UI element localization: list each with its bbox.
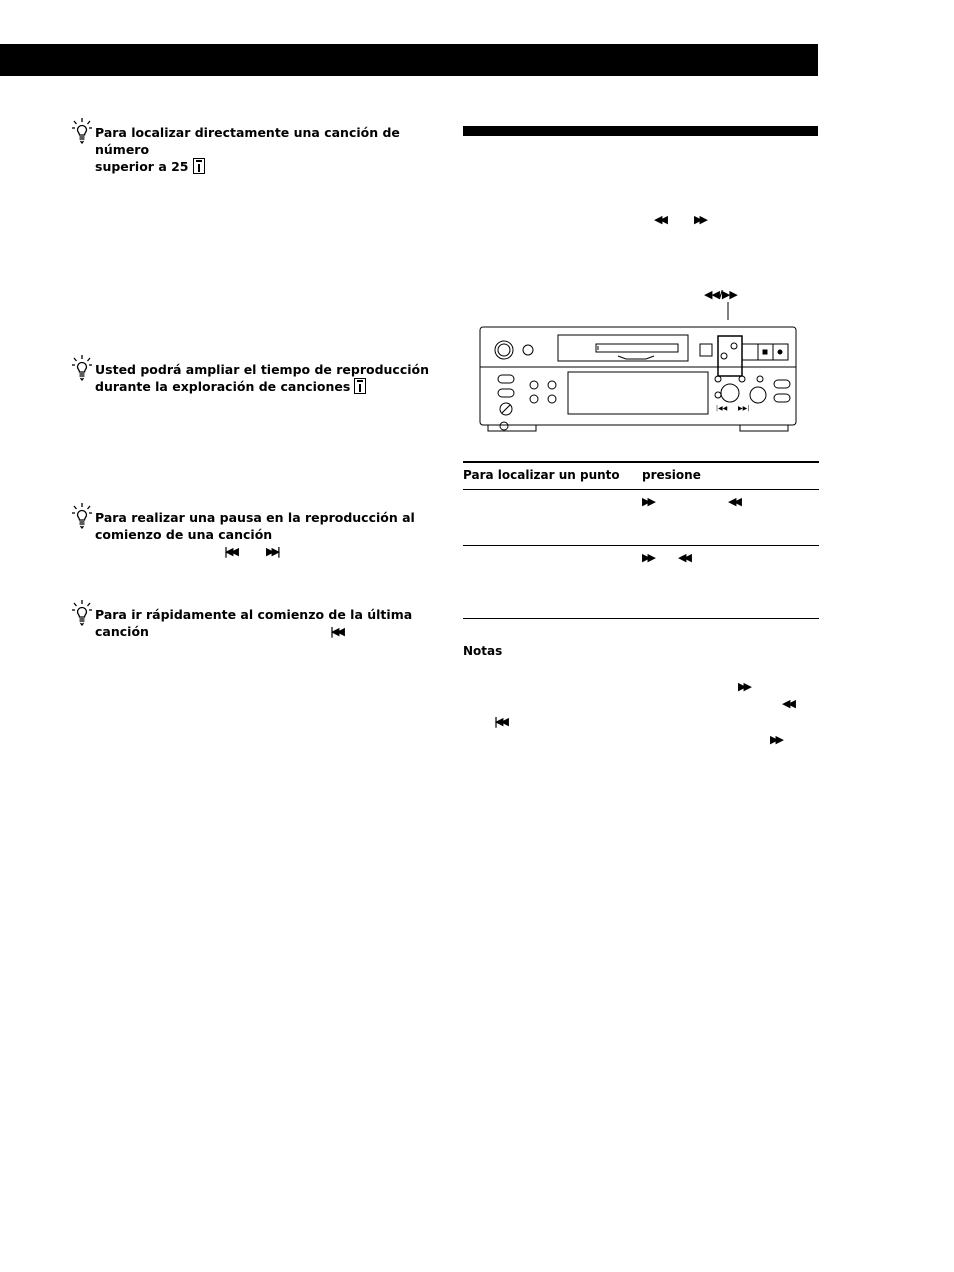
svg-text:▶▶|: ▶▶| — [738, 405, 750, 412]
rewind-icon: ◀◀ — [678, 551, 689, 564]
rewind-icon: ◀◀ — [782, 697, 793, 710]
minidisc-deck-illustration — [478, 280, 800, 440]
svg-text:|◀◀: |◀◀ — [716, 405, 728, 412]
header-bar — [0, 44, 818, 76]
lightbulb-hint-icon — [72, 600, 92, 626]
table-header-press: presione — [642, 468, 701, 482]
table-header-locate: Para localizar un punto — [463, 468, 620, 482]
fast-forward-icon: ▶▶ — [642, 551, 653, 564]
table-row-rule — [463, 545, 819, 546]
fast-forward-icon: ▶▶ — [738, 680, 749, 693]
table-top-rule — [463, 461, 819, 463]
rewind-icon: ◀◀ — [654, 213, 665, 226]
prev-track-icon: |◀◀ — [494, 715, 506, 728]
hint-text: Usted podrá ampliar el tiempo de reproducción durante la exploración de canciones — [95, 362, 430, 394]
hint-text: Para realizar una pausa en la reproducción al comienzo de una canción — [95, 510, 415, 542]
fast-forward-icon: ▶▶ — [642, 495, 653, 508]
prev-track-icon: |◀◀ — [224, 545, 236, 558]
prev-track-icon: |◀◀ — [330, 625, 342, 638]
section-rule — [463, 126, 818, 136]
lightbulb-hint-icon — [72, 355, 92, 381]
lightbulb-hint-icon — [72, 503, 92, 529]
rewind-icon: ◀◀ — [728, 495, 739, 508]
notes-heading: Notas — [463, 644, 503, 658]
illustration-label: ◀◀/▶▶ — [704, 288, 737, 301]
table-bottom-rule — [463, 618, 819, 619]
hint-text: Para ir rápidamente al comienzo de la última canción — [95, 607, 413, 639]
fast-forward-icon: ▶▶ — [694, 213, 705, 226]
remote-control-icon — [354, 378, 366, 394]
lightbulb-hint-icon — [72, 118, 92, 144]
next-track-icon: ▶▶| — [266, 545, 278, 558]
remote-control-icon — [193, 158, 205, 174]
fast-forward-icon: ▶▶ — [770, 733, 781, 746]
table-header-rule — [463, 489, 819, 490]
hint-text: Para localizar directamente una canción de número superior a 25 — [95, 125, 400, 174]
